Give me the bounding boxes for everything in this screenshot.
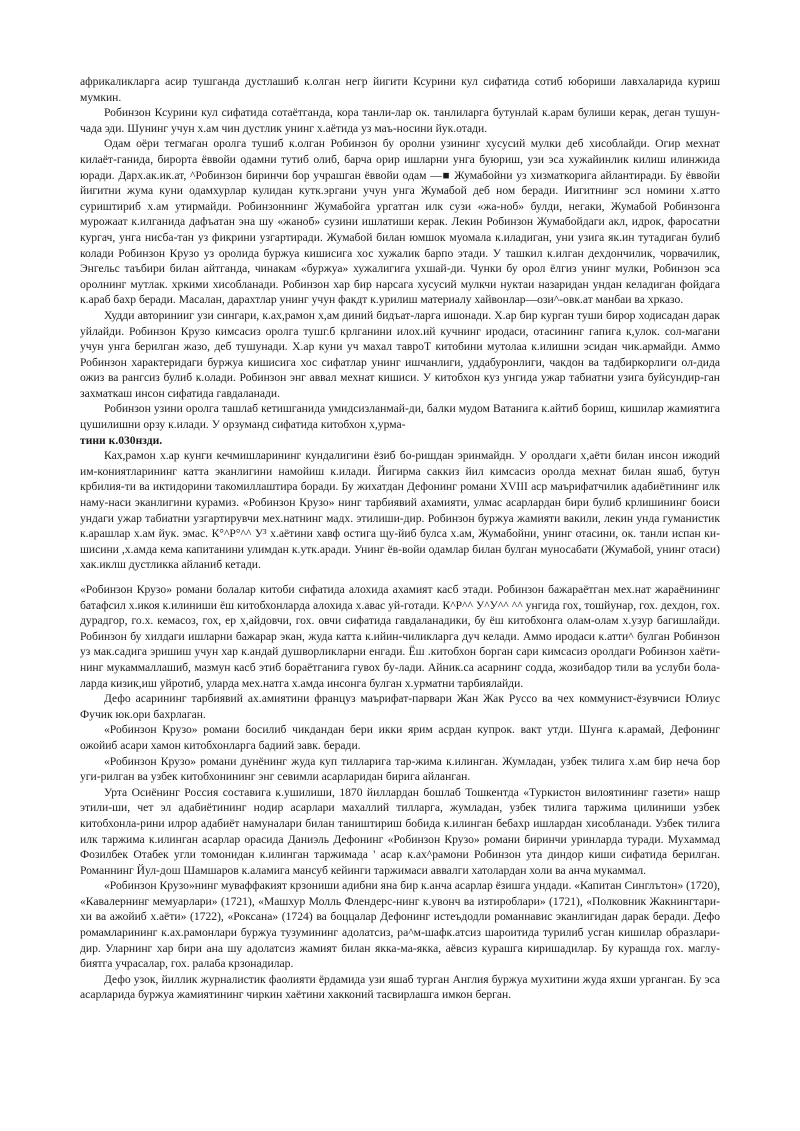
paragraph-9: Дефо асарининг тарбиявий ах.амиятини француз маърифат-парвари Жан Жак Руссо ва чех коммунист-ёзувчиси Юлиус Фучик юк.ори бахрлаган. — [80, 692, 720, 721]
paragraph-1: африкаликларга асир тушганда дустлашиб к.олган негр йигити Ксурини кул сифатида сотиб юбориши лавхаларида куриш мумкин. — [80, 75, 720, 104]
paragraph-6: тини к.030нзди. — [80, 433, 163, 447]
paragraph-8: «Робинзон Крузо» романи болалар китоби сифатида алохида ахамият касб этади. Робинзон бажараётган мех.нат жараёнининг батафсил х.икоя к.илиниши ёш китобхонларда алохида х.авас уй-готади. К^Р^^ У^У^^ ^^ унгида гох, тошйунар, гох. дехдон, гох. дурадгор, го.х. кемасоз, гох, ер х,айдовчи, гох. овчи сифатида гавдаланадики, бу ёш китобхонга олам-олам х.узур багишлайди. Робинзон бу хилдаги ишларни бажарар экан, жуда катта к.ийин-чиликларга дуч келади. Аммо иродаси к.атти^ булган Робинзон уз мак.садига эришиш учун хар к.андай душворликларни енгади. Ёш .китобхон борган сари кимсасиз оролдаги Робинзон хаёти-нинг мукаммаллашиб, мазмун касб этиб бораётганига гувох бу-лади. Айник.са асарнинг содда, жозибадор тили ва услуби бола-ларда кизик,иш уйротиб, уларда мех.натга х.амда инсонга булган х.урматни тарбиялайди. — [80, 583, 720, 690]
paragraph-7: Ках,рамон х.ар кунги кечмишларининг кундалигини ёзиб бо-ришдан эринмайдн. У оролдаги х,аёти билан инсон ижодий им-кониятларининг катта эканлигини намойиш к.илади. Йигирма саккиз йил кимсасиз оролда мехнат билан яшаб, бутун крбилия-ти ва иктидорини такомиллаштира боради. Бу жихатдан Дефонинг романи XVIII аср маърифатчилик адабиётининг илк наму-наси эканлигини курамиз. «Робинзон Крузо» нинг тарбиявий ахамияти, улмас асарлардан бири булиб крлишининг боиси ундаги ужар табиатни узгартирувчи мех.натнинг мадх. этилиши-дир. Робинзон буржуа жамияти вакили, лекин унда гуманистик к.арашлар х.ам йук. эмас. К°^Р°^^ У³ х.аётини хавф остига щу-йиб булса х.ам, Жумабойни, унинг отасини, ок. танли испан ки-шисини ,х.амда кема капитанини улимдан к.утк.аради. Унинг ёв-войи одамлар билан булган муносабати (Жумабой, унинг отаси) хак.иклш дустликка айланиб кетади. — [80, 449, 720, 572]
paragraph-13: «Робинзон Крузо»нинг муваффакият крзониши адибни яна бир к.анча асарлар ёзишга ундади. «Капитан Синглътон» (1720), «Кавалернинг мемуарлари» (1721), «Машхур Молль Флендерс-нинг к.увонч ва изтироблари» (1721), «Полковник Жакнингтари-хи ва ажойиб х.аёти» (1722), «Роксана» (1724) ва боццалар Дефонинг истеъдодли романнавис эканлигидан дарак беради. Дефо ромамларининг к.ах.рамонлари буржуа тузумининг адолатсиз, ра^м-шафк.атсиз шароитида турилиб усган кишилар образлари-дир. Уларнинг хар бири ана шу адолатсиз жамият билан якка-ма-якка, аёвсиз курашга киришадилар. Бу курашда гох. маглу-биятга учрасалар, гох. ралаба крзонадилар. — [80, 879, 720, 971]
paragraph-10: «Робинзон Крузо» романи босилиб чикдандан бери икки ярим асрдан купрок. вакт утди. Шунга к.арамай, Дефонинг ожойиб асари хамон китобхонларга бадиий завк. беради. — [80, 723, 720, 752]
paragraph-5: Робинзон узини оролга ташлаб кетишганида умидсизланмай-ди, балки мудом Ватанига к.айтиб бориш, кишилар жамиятига цушилишни орзу к.илади. У орзуманд сифатида китобхон х,урма- — [80, 402, 720, 432]
paragraph-12: Урта Осиёнинг Россия составига к.ушилиши, 1870 йиллардан бошлаб Тошкентда «Туркистон вилоятининг газети» нашр этили-ши, чет эл адабиётининг нодир асарлари махаллий тилларга, жумладан, узбек тилига таржима цилиниши узбек китобхонла-рини илрор адабиёт намуналари билан таништириш бобида к.илинган бебахр ишлардан хисобланади. Узбек тилига илк таржима к.илинган асарлар орасида Даниэль Дефонинг «Робинзон Крузо» романи биринчи уринларда туради. Мухаммад Фозилбек Отабек угли томонидан к.илинган таржимада ' асар к.ах^рамони Робинзон ута диндор киши сифатида берилган. Романнинг Йул-дош Шамшаров к.аламига мансуб кейинги таржимаси аввалги хатолардан холи ва анча мукаммал. — [80, 785, 720, 877]
paragraph-14: Дефо узок, йиллик журналистик фаолияти ёрдамида узи яшаб турган Англия буржуа мухитини жуда яхши урганган. Бу эса асарларида буржуа жамиятининг чиркин хаётини хакконий тасвирлашга имкон берган. — [80, 972, 720, 1002]
paragraph-2: Робинзон Ксурини кул сифатида сотаётганда, кора танли-лар ок. танлиларга бутунлай к.арам булиши керак, деган тушун-чада эди. Шунинг учун х.ам чин дустлик унинг х.аётида уз маъ-носини йук.отади. — [80, 106, 720, 135]
paragraph-4: Худди авторинииг узи сингари, к.ах,рамон х,ам диний бидъат-ларга ишонади. Х.ар бир курган туши бирор ходисадан дарак уйлайди. Робинзон Крузо кимсасиз оролга тушг.б крлганини илох.ий кучнинг иродаси, отасининг гапига к,улок. сол-магани учун унга берилган жазо, деб тушунади. Х.ар куни уч махал тавроТ китобини мутолаа к.илишни эсидан чик.армайди. Аммо Робинзон характеридаги буржуа кишисига хос сифатлар унинг ишчанлиги, уддабуронлиги, чакдон ва тадбиркорлиги ол-дида ожиз ва рангсиз булиб к.олади. Робинзон энг аввал мехнат кишиси. У китобхон куз унгида ужар табиатни узига буйсундир-ган захматкаш инсон сифатида гавдаланади. — [80, 308, 720, 400]
paragraph-11: «Робинзон Крузо» романи дунёнинг жуда куп тилларига тар-жима к.илинган. Жумладан, узбек тилига х.ам бир неча бор уги-рилган ва узбек китобхонининг энг севимли асарларидан бирига айланган. — [80, 754, 720, 784]
document-page — [80, 74, 720, 1003]
paragraph-3: Одам оёри тегмаган оролга тушиб к.олган Робинзон бу оролни узининг хусусий мулки деб хисоблайди. Огир мехнат килаёт-ганида, бирорта ёввойи одамни тутиб олиб, барча орир ишларни унга буюриш, узи эса хужайинлик килиш илинжида юради. Дарх.ак.ик.ат, ^Робинзон биринчи бор учрашган ёввойи одам —■ Жумабойни уз хизматкорига айлантиради. Бу ёввойи йигитни жума куни одамхурлар кулидан кутк.эргани учун унга Жумабой деб ном беради. Иигитнинг эсл номини х.атто суриштириб х.ам утирмайди. Робинзоннинг Жумабойга ургатган илк сузи «жа-ноб» булди, негаки, Жумабой Робинзонга мурожаат к.илганида дафъатан эна шу «жаноб» сузини ишлатиши керак. Лекин Робинзон Жумабойдаги акл, идрок, фаросатни кургач, унга нисба-тан уз фикрини узгартиради. Жумабой билан юмшок муомала к.иладиган, уни узига як.ин тутадиган булиб колади Робинзон Крузо уз оролида буржуа кишисига хос хужалик барпо этади. У ташкил к.илган дехдончилик, чорвачилик, Энгельс таъбири билан айтганда, чинакам «буржуа» хужалигига ухшай-ди. Чунки бу орол ёлгиз унинг мулки, Робинзон эса оролнинг мутлак. хркими хисобланади. Робинзон хар бир нарсага хусусий мулкчи нуктаи назаридан ундан келадиган фойдага к.араб бахр беради. Масалан, дарахтлар унинг учун факдт к.урилиш материалу хайвонлар—ози^-овк.ат манбаи ва хрказо. — [80, 137, 720, 307]
